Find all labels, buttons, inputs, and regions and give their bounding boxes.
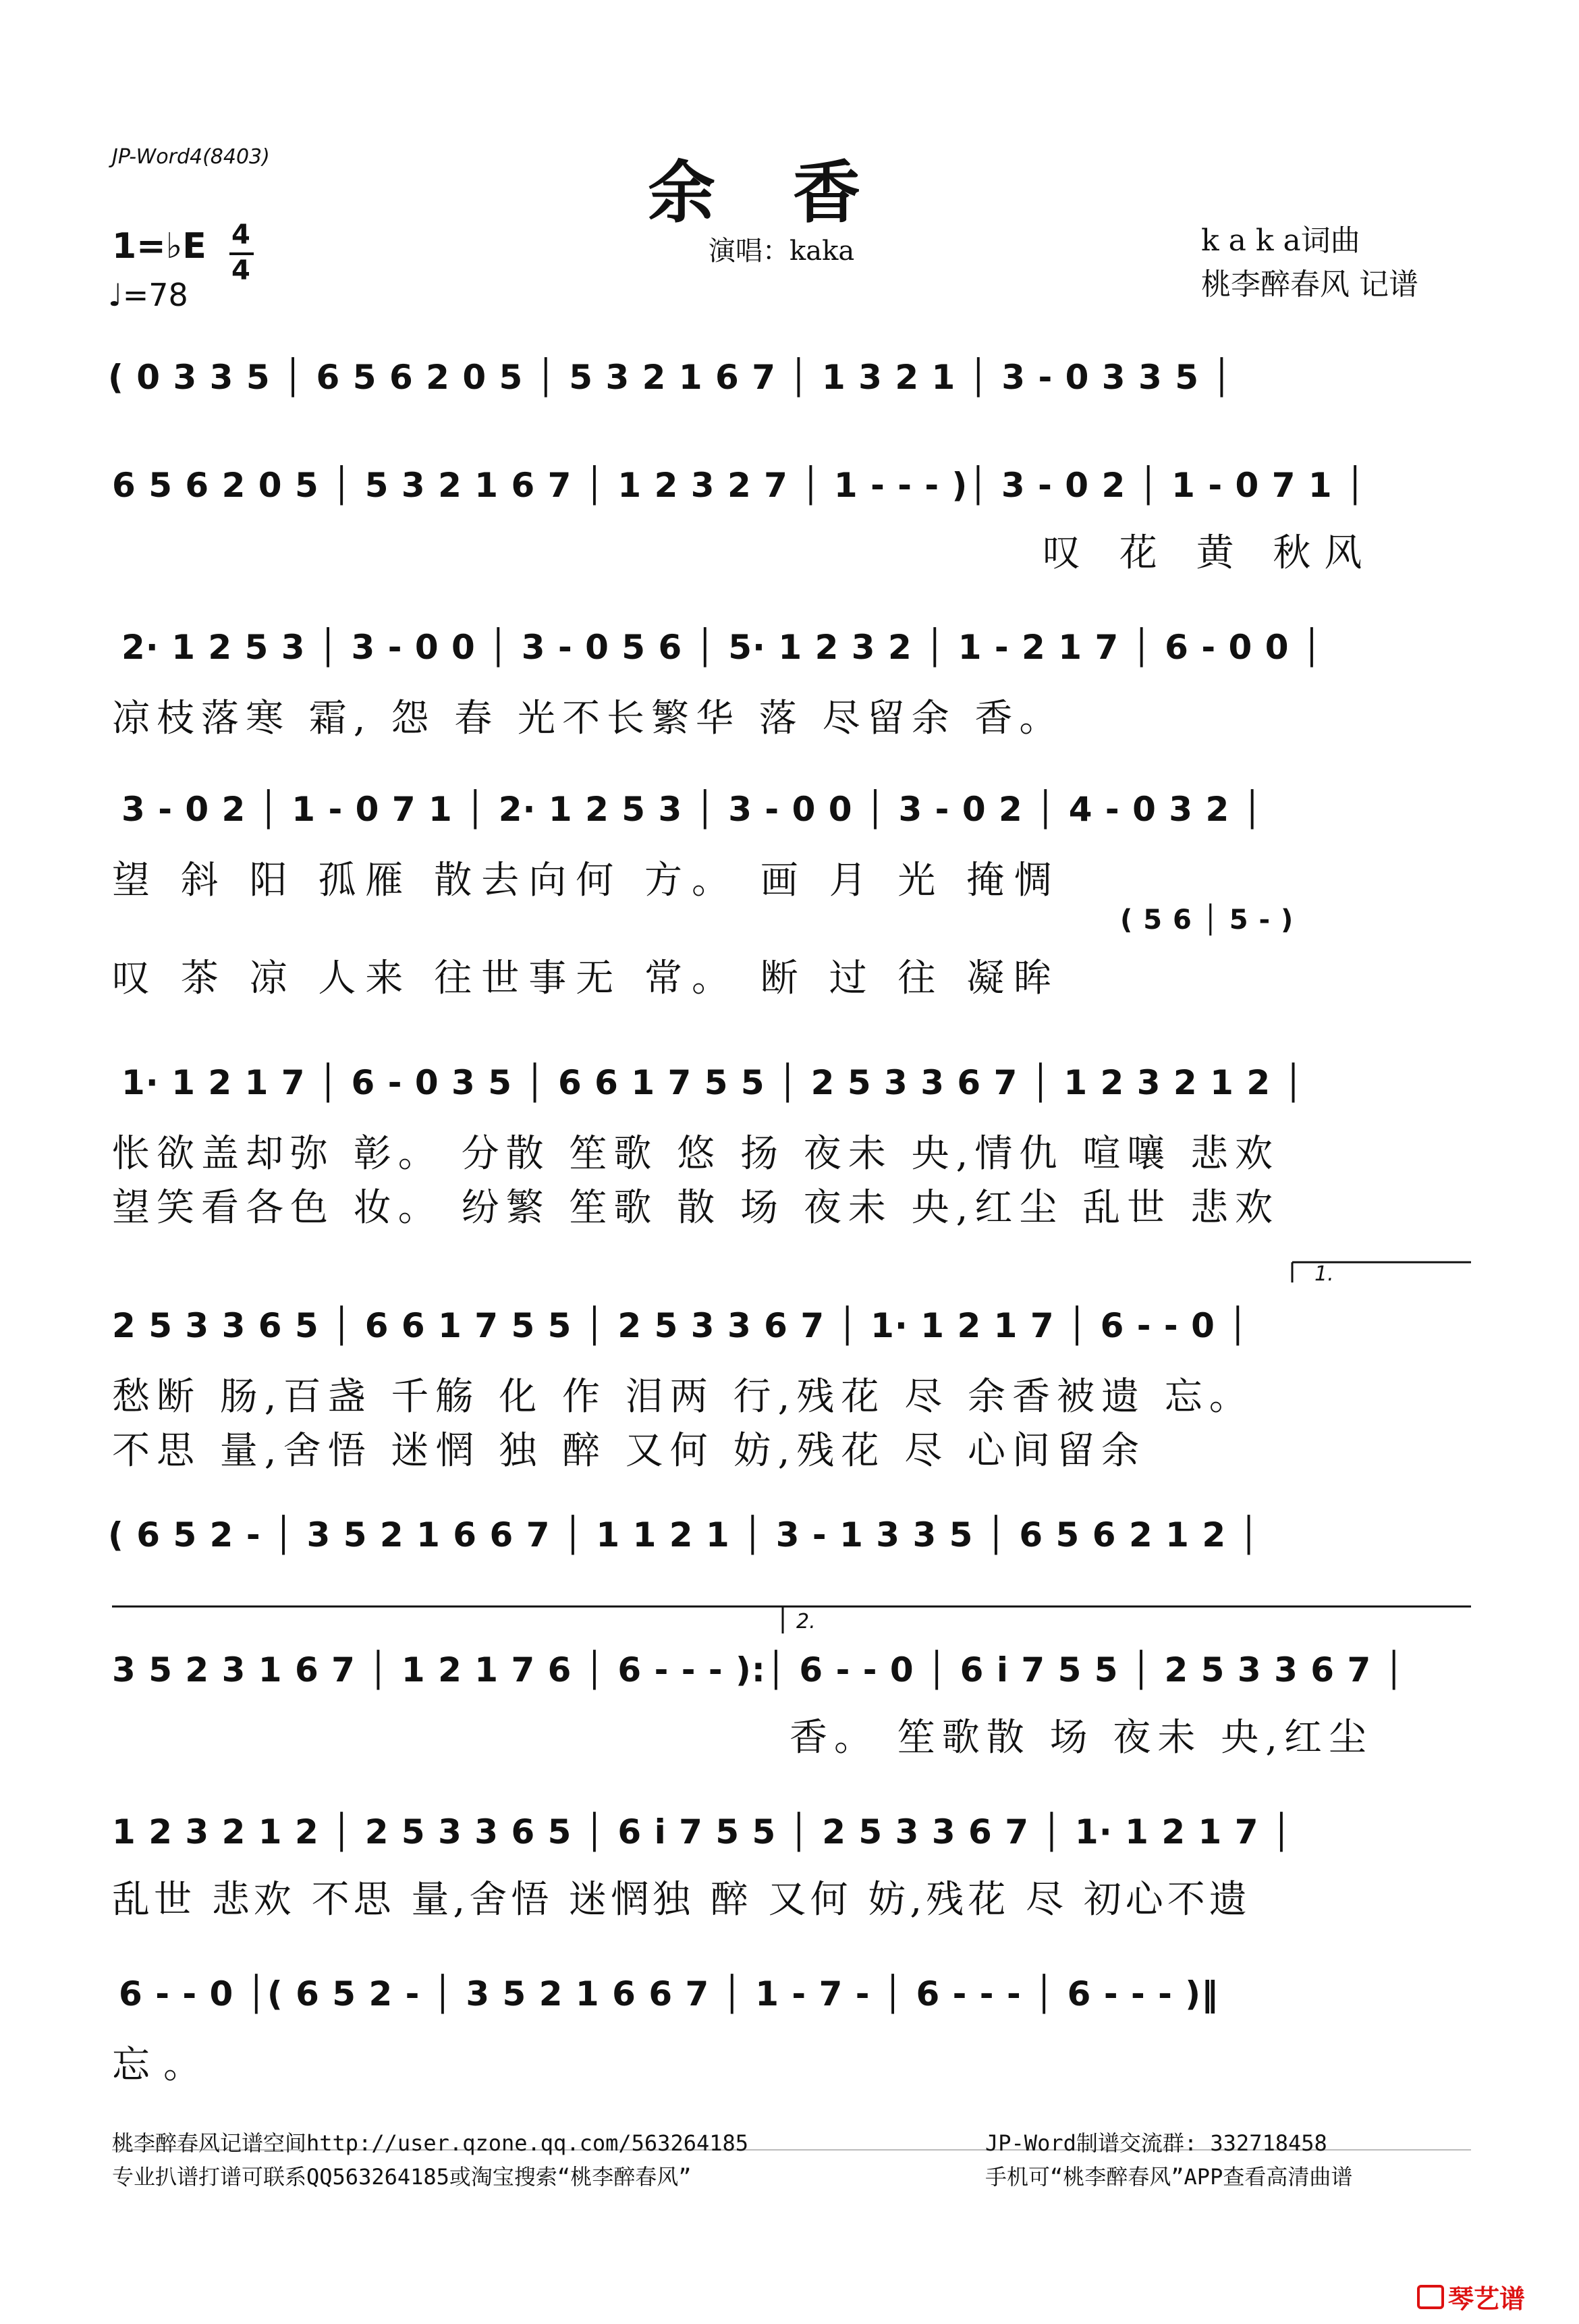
transcriber-credit: 桃李醉春风 记谱 xyxy=(1201,267,1418,302)
lyric-line-4-verse-2: 叹 茶 凉 人来 往世事无 常。 断 过 往 凝眸 xyxy=(112,956,1061,1000)
volta-1-label: 1. xyxy=(1314,1262,1334,1286)
footer-right-line-2: 手机可“桃李醉春风”APP查看高清曲谱 xyxy=(985,2164,1353,2190)
qinyipu-logo xyxy=(1417,2278,1525,2315)
key-signature: 1=♭E xyxy=(112,226,206,267)
lyric-line-9: 乱世 悲欢 不思 量,舍悟 迷惘独 醉 又何 妨,残花 尽 初心不遗 xyxy=(112,1878,1251,1922)
composer-credit: k a k a词曲 xyxy=(1201,223,1360,258)
lyric-line-2: 叹 花 黄 秋风 xyxy=(1043,531,1376,575)
score-line-10: 6 - - 0 │( 6 5 2 - │ 3 5 2 1 6 6 7 │ 1 - 7 - │ 6 - - - │ 6 - - - )‖ xyxy=(119,1974,1219,2014)
score-line-9: 1 2 3 2 1 2 │ 2 5 3 3 6 5 │ 6 i 7 5 5 │ 2 5 3 3 6 7 │ 1· 1 2 1 7 │ xyxy=(112,1812,1293,1852)
lyric-line-8: 香。 笙歌散 场 夜未 央,红尘 xyxy=(790,1716,1374,1760)
time-signature-bottom: 4 xyxy=(231,255,250,286)
score-line-8: 3 5 2 3 1 6 7 │ 1 2 1 7 6 │ 6 - - - ):│ 6 - - 0 │ 6 i 7 5 5 │ 2 5 3 3 6 7 │ xyxy=(112,1650,1405,1690)
score-line-4: 3 - 0 2 │ 1 - 0 7 1 │ 2· 1 2 5 3 │ 3 - 0 0 │ 3 - 0 2 │ 4 - 0 3 2 │ xyxy=(121,790,1263,829)
score-line-6: 2 5 3 3 6 5 │ 6 6 1 7 5 5 │ 2 5 3 3 6 7 │ 1· 1 2 1 7 │ 6 - - 0 │ xyxy=(112,1306,1249,1345)
volta-2-label: 2. xyxy=(796,1610,816,1633)
footer-left-line-1: 桃李醉春风记谱空间http://user.qzone.qq.com/563264185 xyxy=(112,2130,749,2156)
score-line-1: ( 0 3 3 5 │ 6 5 6 2 0 5 │ 5 3 2 1 6 7 │ 1 3 2 1 │ 3 - 0 3 3 5 │ xyxy=(108,358,1233,397)
tempo-marking: ♩=78 xyxy=(108,277,188,313)
software-version: JP-Word4(8403) xyxy=(112,145,270,169)
lyric-line-5-verse-1: 怅欲盖却弥 彰。 分散 笙歌 悠 扬 夜未 央,情仇 喧嚷 悲欢 xyxy=(112,1132,1280,1176)
logo-mark-icon xyxy=(1417,2285,1444,2309)
score-line-5: 1· 1 2 1 7 │ 6 - 0 3 5 │ 6 6 1 7 5 5 │ 2 5 3 3 6 7 │ 1 2 3 2 1 2 │ xyxy=(121,1063,1304,1102)
lyric-line-5-verse-2: 望笑看各色 妆。 纷繁 笙歌 散 场 夜未 央,红尘 乱世 悲欢 xyxy=(112,1186,1280,1230)
logo-text: 琴艺谱 xyxy=(1448,2284,1526,2314)
time-signature-top: 4 xyxy=(231,219,250,250)
lyric-line-10: 忘。 xyxy=(112,2043,215,2087)
lyric-line-4-verse-1: 望 斜 阳 孤雁 散去向何 方。 画 月 光 掩惆 xyxy=(112,859,1061,902)
page-title: 余 香 xyxy=(648,153,887,232)
lyric-line-6-verse-2: 不思 量,舍悟 迷惘 独 醉 又何 妨,残花 尽 心间留余 xyxy=(112,1429,1146,1473)
auxiliary-notes: ( 5 6 │ 5 - ) xyxy=(1120,904,1294,936)
score-line-7: ( 6 5 2 - │ 3 5 2 1 6 6 7 │ 1 1 2 1 │ 3 - 1 3 3 5 │ 6 5 6 2 1 2 │ xyxy=(108,1515,1260,1555)
footer-right-line-1: JP-Word制谱交流群: 332718458 xyxy=(985,2130,1327,2156)
lyric-line-3: 凉枝落寒 霜, 怨 春 光不长繁华 落 尽留余 香。 xyxy=(112,697,1064,740)
score-line-2: 6 5 6 2 0 5 │ 5 3 2 1 6 7 │ 1 2 3 2 7 │ 1 - - - )│ 3 - 0 2 │ 1 - 0 7 1 │ xyxy=(112,466,1366,505)
footer-left-line-2: 专业扒谱打谱可联系QQ563264185或淘宝搜索“桃李醉春风” xyxy=(112,2164,692,2190)
singer-credit: 演唱：kaka xyxy=(709,236,855,267)
score-line-3: 2· 1 2 5 3 │ 3 - 0 0 │ 3 - 0 5 6 │ 5· 1 2 3 2 │ 1 - 2 1 7 │ 6 - 0 0 │ xyxy=(121,628,1323,667)
lyric-line-6-verse-1: 愁断 肠,百盏 千觞 化 作 泪两 行,残花 尽 余香被遗 忘。 xyxy=(112,1375,1254,1419)
